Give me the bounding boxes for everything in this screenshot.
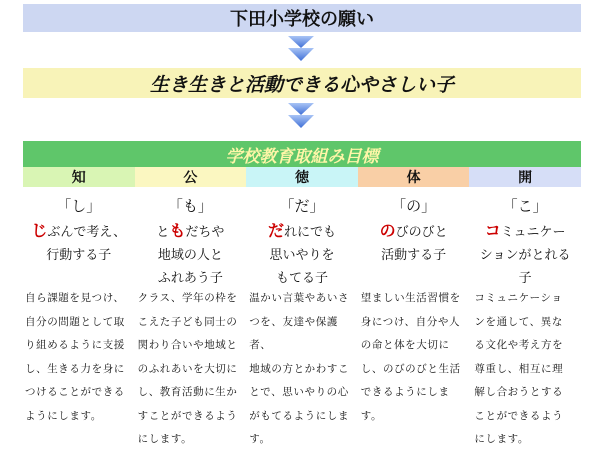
desc-line: 尊重し、相互に理 xyxy=(474,362,564,375)
goal-description xyxy=(361,287,467,428)
goal-key-syllable: 「こ」 xyxy=(502,196,548,215)
desc-line: 望ましい生活習慣を xyxy=(360,292,461,304)
down-arrow-icon xyxy=(288,34,314,62)
goal-description xyxy=(474,287,580,452)
desc-line: できるようにしま xyxy=(360,386,450,398)
goal-motto xyxy=(380,219,448,267)
goal-column-toku xyxy=(246,167,358,445)
motto-initial: コ xyxy=(484,221,501,240)
motto-line: ぶんで考え、 xyxy=(47,225,127,240)
goal-column-ko xyxy=(135,167,247,445)
goal-column-kai xyxy=(469,167,581,445)
school-motto-text: 生き生きと活動できる心やさしい子 xyxy=(149,73,454,96)
goal-header-label: 開 xyxy=(518,170,533,186)
desc-line: す。 xyxy=(249,433,271,445)
goal-header-label: 知 xyxy=(71,170,86,186)
education-goals-title: 学校教育取組み目標 xyxy=(225,146,379,167)
motto-line: 思いやりを xyxy=(269,248,335,263)
education-goals-banner xyxy=(23,141,581,167)
motto-line: ミュニケー xyxy=(500,225,566,240)
desc-line: ようにします。 xyxy=(25,409,102,422)
motto-line: ふれあう子 xyxy=(157,271,223,286)
motto-initial: も xyxy=(169,221,186,240)
motto-prefix: と xyxy=(156,225,170,240)
goal-description xyxy=(249,287,355,452)
goal-header-label: 徳 xyxy=(294,170,309,186)
desc-line: し、のびのびと生活 xyxy=(360,362,461,375)
goal-key-syllable: 「し」 xyxy=(56,196,102,215)
motto-line: 行動する子 xyxy=(46,248,112,263)
goal-description xyxy=(25,287,131,428)
motto-line: ションがとれる xyxy=(479,248,571,263)
desc-line: 身につけ、自分や人 xyxy=(360,315,461,328)
goal-column-chi xyxy=(23,167,135,422)
desc-line: し、教育活動に生か xyxy=(137,386,238,398)
desc-line: ンを通して、異な xyxy=(474,315,563,328)
desc-line: つを、友達や保護者、 xyxy=(249,315,338,351)
desc-line: 関わり合いや地域と xyxy=(137,339,238,351)
motto-line: 子 xyxy=(518,271,532,286)
motto-initial: じ xyxy=(31,221,48,240)
goal-description xyxy=(138,287,244,452)
school-wish-banner xyxy=(23,4,581,32)
goal-column-tai xyxy=(358,167,470,422)
goal-header-label: 体 xyxy=(406,170,421,186)
goals-grid xyxy=(23,167,581,445)
down-arrow-icon xyxy=(288,101,314,129)
goal-key-syllable: 「の」 xyxy=(391,196,437,215)
motto-line: もてる子 xyxy=(275,271,328,286)
goal-motto xyxy=(156,219,224,290)
desc-line: し、生きる力を身に xyxy=(25,362,125,375)
goal-key-syllable: 「も」 xyxy=(167,196,213,215)
desc-line: にします。 xyxy=(137,433,193,445)
desc-line: 自ら課題を見つけ、 xyxy=(25,292,125,304)
goal-header xyxy=(135,167,247,187)
desc-line: 地域の方とかわすこ xyxy=(249,362,350,375)
desc-line: コミュニケーショ xyxy=(474,292,563,304)
desc-line: の命と体を大切に xyxy=(360,339,450,351)
goal-motto xyxy=(480,219,571,290)
desc-line: とで、思いやりの心 xyxy=(249,386,349,398)
goal-header xyxy=(358,167,470,187)
desc-line: 自分の問題として取 xyxy=(25,315,125,328)
desc-line: こえた子ども同士の xyxy=(137,315,238,328)
desc-line: り組めるように支援 xyxy=(25,339,125,351)
desc-line: すことができるよう xyxy=(137,409,238,422)
desc-line: 解し合おうとする xyxy=(474,386,564,398)
desc-line: 温かい言葉やあいさ xyxy=(249,292,350,304)
motto-line: だちや xyxy=(185,225,225,240)
school-motto-banner xyxy=(23,68,581,98)
desc-line: にします。 xyxy=(474,433,530,445)
goal-header xyxy=(246,167,358,187)
goal-header xyxy=(23,167,135,187)
goal-header xyxy=(469,167,581,187)
goal-header-label: 公 xyxy=(183,170,198,186)
motto-initial: だ xyxy=(267,221,284,240)
desc-line: る文化や考え方を xyxy=(474,339,564,351)
goal-motto xyxy=(268,219,336,290)
motto-line: 地域の人と xyxy=(157,248,223,263)
desc-line: クラス、学年の枠を xyxy=(137,292,238,304)
desc-line: つけることができる xyxy=(25,386,125,398)
desc-line: す。 xyxy=(360,409,383,422)
desc-line: がもてるようにしま xyxy=(249,409,350,422)
motto-line: れにでも xyxy=(283,225,336,240)
goal-motto xyxy=(31,219,126,267)
desc-line: ことができるよう xyxy=(474,409,564,422)
motto-line: びのびと xyxy=(395,225,448,240)
motto-initial: の xyxy=(379,221,396,240)
goal-key-syllable: 「だ」 xyxy=(279,196,325,215)
motto-line: 活動する子 xyxy=(381,248,447,263)
school-wish-text: 下田小学校の願い xyxy=(230,9,374,30)
desc-line: のふれあいを大切に xyxy=(137,362,238,375)
